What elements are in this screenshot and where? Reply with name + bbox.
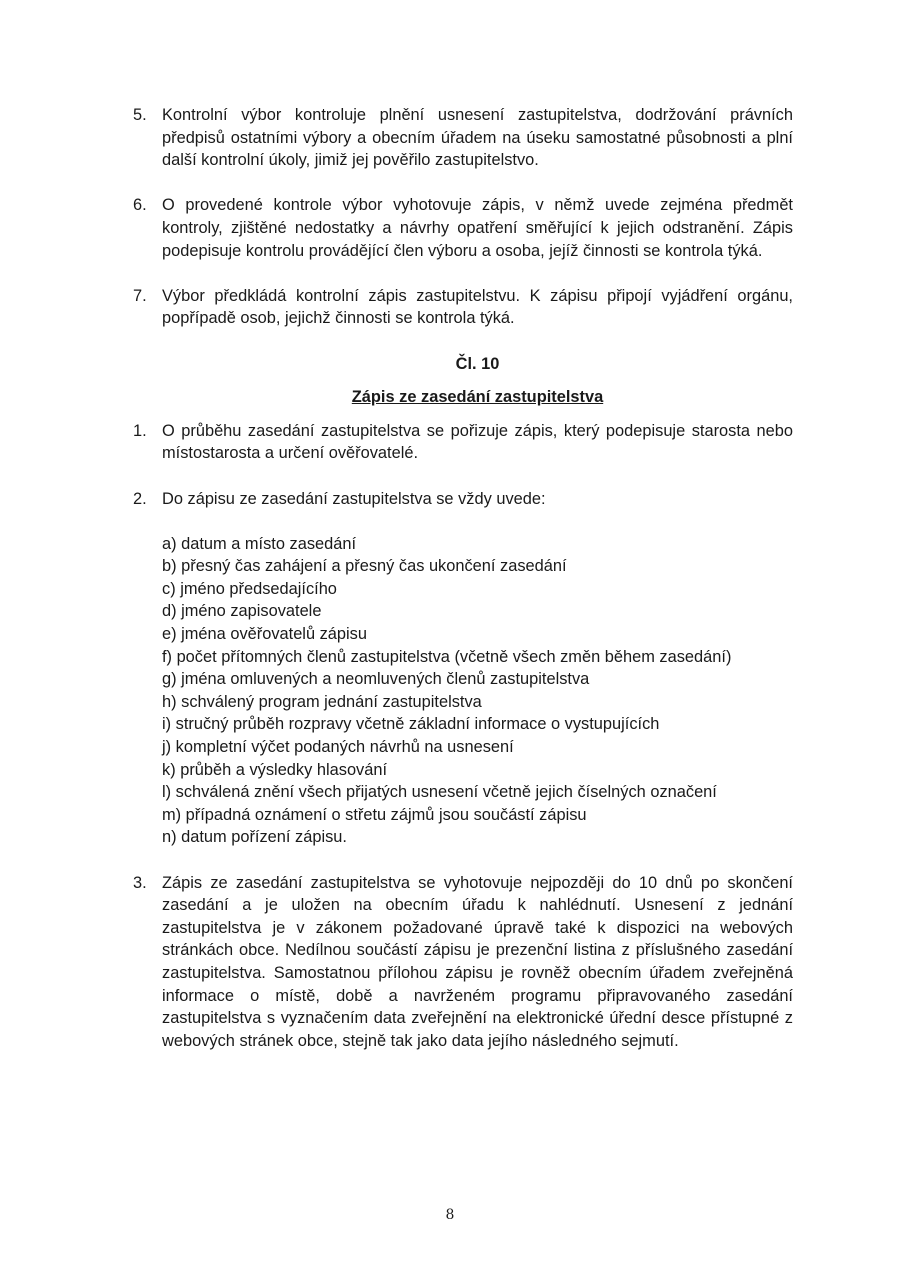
list-item-6 bbox=[133, 194, 793, 262]
item-number: 7. bbox=[133, 286, 147, 305]
list-item-5 bbox=[133, 104, 793, 172]
item-text: O provedené kontrole výbor vyhotovuje zápis, v němž uvede zejména předmět kontroly, zjištěné nedostatky a návrhy opatření směřující k jejich odstranění. Zápis podepisuje kontrolu provádějící člen výboru a osoba, jejíž činnosti se kontrola týká. bbox=[162, 196, 793, 260]
article-title-text: Zápis ze zasedání zastupitelstva bbox=[351, 388, 604, 407]
item-number: 3. bbox=[133, 873, 147, 892]
section-item-2 bbox=[133, 488, 793, 511]
sublist-item: h) schválený program jednání zastupitelstva bbox=[162, 692, 482, 711]
item-number: 6. bbox=[133, 196, 147, 215]
sublist-item: m) případná oznámení o střetu zájmů jsou součástí zápisu bbox=[162, 805, 587, 824]
sublist-item: n) datum pořízení zápisu. bbox=[162, 828, 347, 847]
list-item-7 bbox=[133, 285, 793, 330]
article-number: Čl. 10 bbox=[455, 354, 500, 373]
item-number: 1. bbox=[133, 421, 147, 440]
sublist-item: b) přesný čas zahájení a přesný čas ukončení zasedání bbox=[162, 557, 567, 576]
section-item-1 bbox=[133, 420, 793, 465]
sublist-item: i) stručný průběh rozpravy včetně základní informace o vystupujících bbox=[162, 715, 660, 734]
sublist-item: c) jméno předsedajícího bbox=[162, 579, 337, 598]
sublist-item: j) kompletní výčet podaných návrhů na usnesení bbox=[162, 738, 514, 757]
item-text: Kontrolní výbor kontroluje plnění usnesení zastupitelstva, dodržování právních předpisů ostatními výbory a obecním úřadem na úseku samostatné působnosti a plní další kontrolní úkoly, jimiž jej pověřilo zastupitelstvo. bbox=[162, 106, 793, 170]
article-title bbox=[162, 386, 793, 409]
sublist-item: d) jméno zapisovatele bbox=[162, 602, 322, 621]
sublist-item: e) jména ověřovatelů zápisu bbox=[162, 625, 367, 644]
sublist-item: f) počet přítomných členů zastupitelstva (včetně všech změn během zasedání) bbox=[162, 647, 732, 666]
item-text: Do zápisu ze zasedání zastupitelstva se vždy uvede: bbox=[162, 489, 546, 508]
page-number: 8 bbox=[445, 1207, 455, 1223]
item-number: 2. bbox=[133, 489, 147, 508]
item-text: Výbor předkládá kontrolní zápis zastupitelstvu. K zápisu připojí vyjádření orgánu, popřípadě osob, jejichž činnosti se kontrola týká. bbox=[162, 286, 793, 328]
section-item-3 bbox=[133, 872, 793, 1053]
sublist-item: l) schválená znění všech přijatých usnesení včetně jejich číselných označení bbox=[162, 783, 717, 802]
item-text: O průběhu zasedání zastupitelstva se pořizuje zápis, který podepisuje starosta nebo místostarosta a určení ověřovatelé. bbox=[162, 421, 793, 463]
item-number: 5. bbox=[133, 106, 147, 124]
sublist-item: g) jména omluvených a neomluvených členů zastupitelstva bbox=[162, 670, 590, 689]
item-text: Zápis ze zasedání zastupitelstva se vyhotovuje nejpozději do 10 dnů po skončení zasedání a je uložen na obecním úřadu k nahlédnutí. Usnesení z jednání zastupitelstva je v zákonem požadované úpravě také k dispozici na webových stránkách obce. Nedílnou součástí zápisu je prezenční listina z příslušného zasedání zastupitelstva. Samostatnou přílohou zápisu je rovněž obecním úřadem zveřejněná informace o místě, době a navrženém programu připravovaného zasedání zastupitelstva s vyznačením data zveřejnění na elektronické úřední desce přístupné z webových stránek obce, stejně tak jako data jejího následného sejmutí. bbox=[162, 873, 793, 1050]
sublist-item: a) datum a místo zasedání bbox=[162, 534, 357, 553]
minutes-contents-list bbox=[162, 533, 793, 849]
page-content bbox=[133, 104, 793, 1052]
sublist-item: k) průběh a výsledky hlasování bbox=[162, 760, 388, 779]
